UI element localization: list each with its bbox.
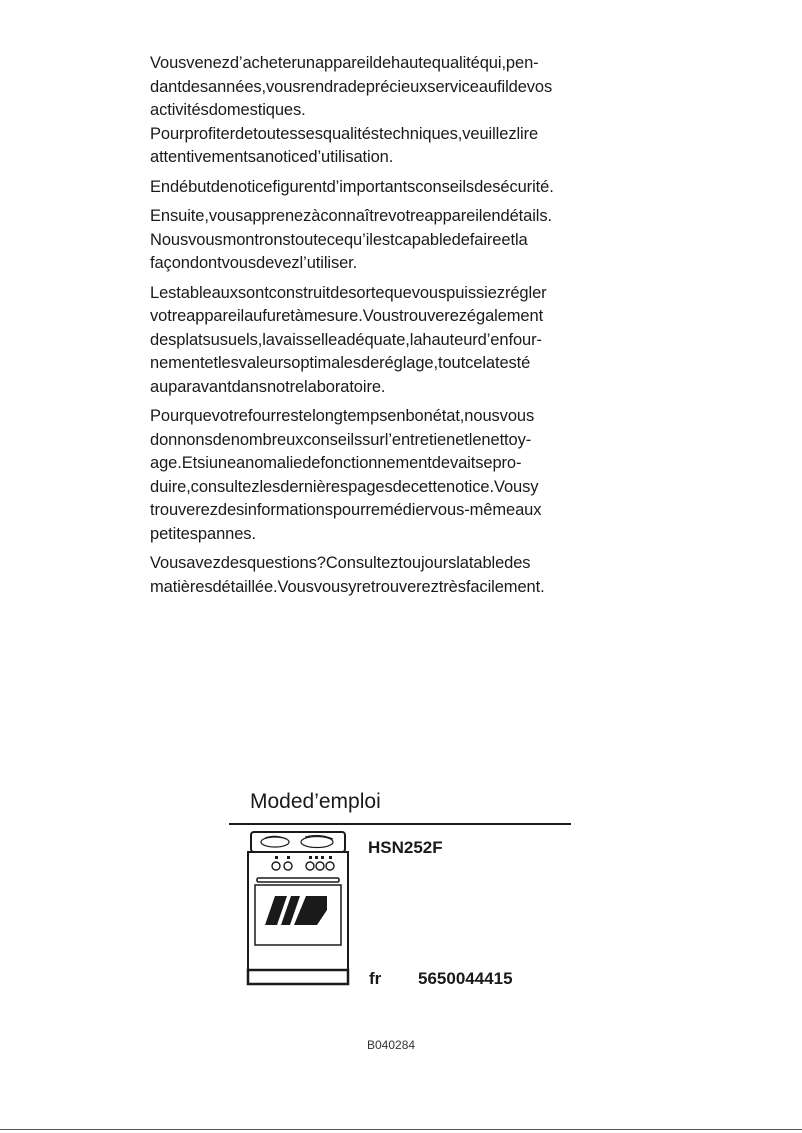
intro-paragraph-5: Pourquevotrefourrestelongtempsenbonétat,nousvous donnonsdenombreuxconseilssurl’entretienetlenettoy-age.Etsiuneanomaliedefonctionnementdevaitsepro-duire,consultezlesdernièrespagesdecettenotice.Vousy trouverezdesinformationspourremédiervous-mêmeaux petitespannes. bbox=[150, 407, 542, 543]
intro-paragraph-2: Endébutdenoticefigurentd’importantsconseilsdesécurité. bbox=[150, 177, 554, 196]
intro-paragraph-4: Lestableauxsontconstruitdesortequevouspuissiezrégler votreappareilaufuretàmesure.Voustrouverezégalement desplatsusuels,lavaisselleadéquate,lahauteurd’enfour-nementetlesvaleursoptimalesderéglage,toutcelatesté auparavantdansnotrelaboratoire. bbox=[150, 283, 547, 396]
document-reference: B040284 bbox=[367, 1038, 416, 1052]
language-code: fr bbox=[369, 969, 382, 988]
model-number: HSN252F bbox=[368, 838, 443, 857]
intro-paragraph-1: Vousvenezd’acheterunappareildehautequalitéqui,pen-dantdesannées,vousrendradeprécieuxserviceaufildevos activitésdomestiques. Pourprofiterdetoutessesqualitéstechniques,veuillezlire attentivementsanoticed’utilisation. bbox=[150, 54, 553, 166]
title-divider bbox=[229, 823, 571, 825]
intro-paragraph-3: Ensuite,vousapprenezàconnaîtrevotreappareilendétails. Nousvousmontronstoutecequ’ilestcapabledefaireetla façondontvousdevezl’utiliser. bbox=[150, 207, 552, 272]
intro-paragraph-6: Vousavezdesquestions?Consulteztoujourslatabledes matièresdétaillée.Vousvousyretrouvereztrèsfacilement. bbox=[150, 554, 545, 596]
part-number: 5650044415 bbox=[418, 969, 513, 988]
manual-title: Moded’emploi bbox=[250, 790, 381, 813]
page-bottom-rule bbox=[0, 1129, 802, 1130]
intro-text bbox=[150, 52, 620, 605]
stove-icon bbox=[245, 830, 351, 986]
